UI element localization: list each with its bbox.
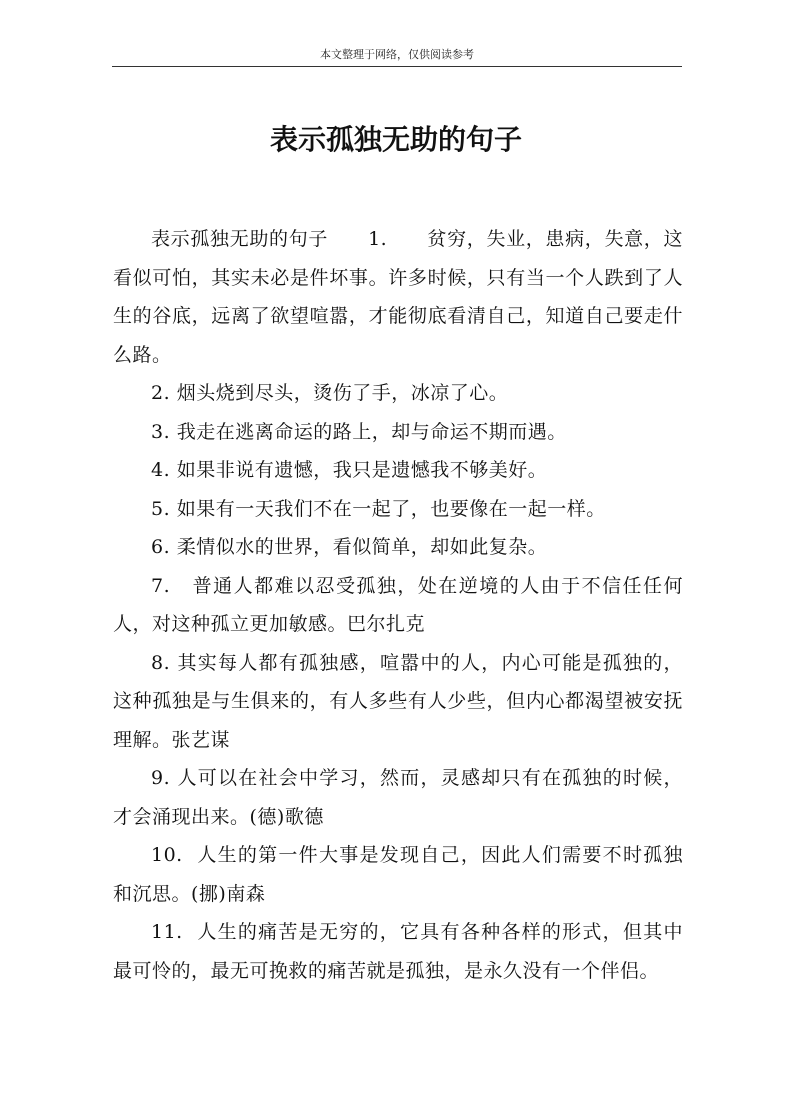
paragraph-9	[113, 759, 683, 836]
item-text: 如果非说有遗憾，我只是遗憾我不够美好。	[176, 459, 548, 481]
item-text: 普通人都难以忍受孤独，处在逆境的人由于不信任任何人，对这种孤立更加敏感。巴尔扎克	[113, 574, 683, 635]
paragraph-7	[113, 567, 683, 644]
item-number: 8.	[151, 651, 171, 674]
paragraph-3	[113, 413, 683, 452]
page-header	[112, 46, 682, 67]
paragraph-2	[113, 374, 683, 413]
paragraph-8	[113, 644, 683, 760]
item-number: 4.	[151, 459, 171, 481]
paragraph-lead: 表示孤独无助的句子	[151, 228, 329, 250]
item-text: 烟头烧到尽头，烫伤了手，冰凉了心。	[176, 382, 509, 404]
item-number: 6.	[151, 536, 171, 558]
item-text: 人可以在社会中学习，然而，灵感却只有在孤独的时候，才会涌现出来。(德)歌德	[113, 767, 683, 828]
item-number: 3.	[151, 420, 171, 443]
item-number: 5.	[151, 497, 171, 520]
item-number: 9.	[151, 767, 171, 789]
item-number: 10.	[151, 844, 183, 866]
item-number: 11.	[151, 921, 183, 943]
item-text: 人生的第一件大事是发现自己，因此人们需要不时孤独和沉思。(挪)南森	[113, 844, 683, 905]
paragraph-4	[113, 451, 683, 490]
paragraph-1	[113, 220, 683, 374]
paragraph-5	[113, 490, 683, 529]
item-text: 其实每人都有孤独感，喧嚣中的人，内心可能是孤独的，这种孤独是与生俱来的，有人多些有人少些，但内心都渴望被安抚理解。张艺谋	[113, 651, 683, 751]
item-number: 2.	[151, 382, 171, 404]
item-text: 人生的痛苦是无穷的，它具有各种各样的形式，但其中最可怜的，最无可挽救的痛苦就是孤独，是永久没有一个伴侣。	[113, 921, 683, 982]
item-number: 7.	[151, 574, 171, 597]
paragraph-6	[113, 528, 683, 567]
item-text: 贫穷，失业，患病，失意，这看似可怕，其实未必是件坏事。许多时候，只有当一个人跌到了人生的谷底，远离了欲望喧嚣，才能彻底看清自己，知道自己要走什么路。	[113, 228, 683, 366]
item-text: 柔情似水的世界，看似简单，却如此复杂。	[176, 536, 548, 558]
item-text: 如果有一天我们不在一起了，也要像在一起一样。	[176, 497, 606, 520]
item-number: 1.	[368, 228, 388, 250]
item-text: 我走在逃离命运的路上，却与命运不期而遇。	[176, 420, 567, 443]
paragraph-10	[113, 836, 683, 913]
document-body	[113, 220, 683, 990]
document-title: 表示孤独无助的句子	[269, 123, 522, 156]
header-note: 本文整理于网络，仅供阅读参考	[320, 48, 474, 61]
paragraph-11	[113, 913, 683, 990]
